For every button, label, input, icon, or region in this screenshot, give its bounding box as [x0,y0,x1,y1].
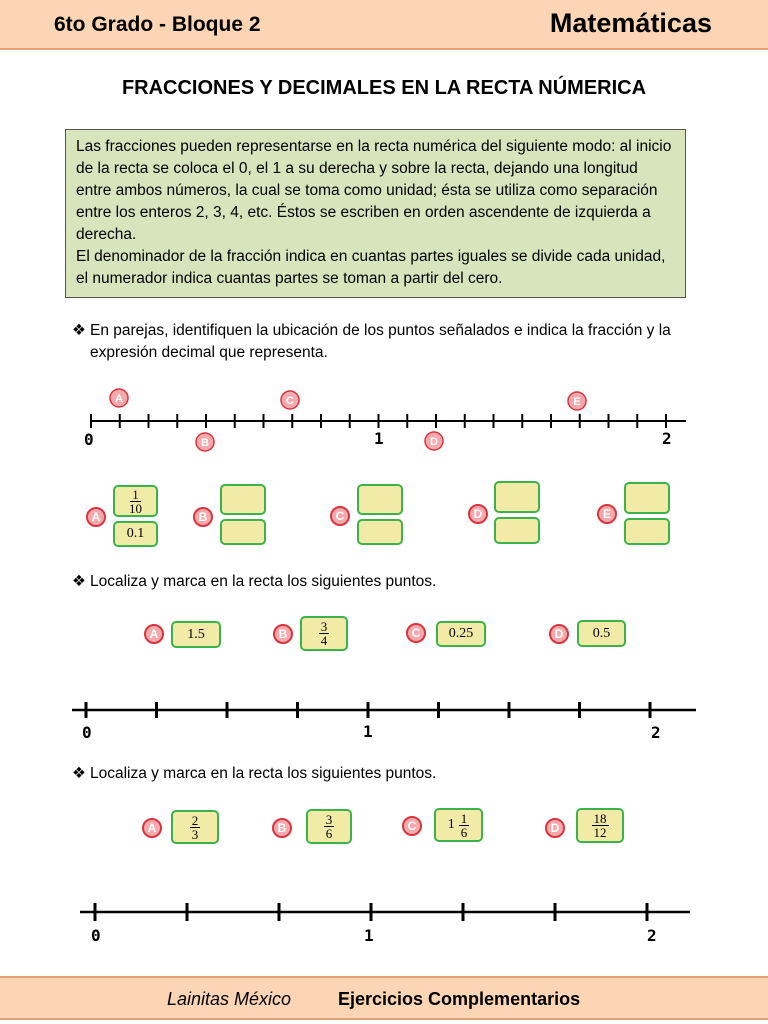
locate3-a-value: $\frac{2}{3}$ [171,810,219,844]
locate3-c-marker: C [402,816,422,836]
svg-text:D: D [430,436,438,448]
locate3-a-marker: A [142,818,162,838]
page-footer [0,976,768,1020]
line3-label-0: 0 [91,926,101,945]
line1-point-a-marker [110,389,128,407]
locate2-d-marker: D [549,624,569,644]
instruction-3 [72,763,692,785]
locate2-b-value: $\frac{3}{4}$ [300,616,348,651]
page-title: FRACCIONES Y DECIMALES EN LA RECTA NÚMERICA [121,77,647,99]
line1-point-b-marker [196,433,214,451]
diamond-bullet-icon: ❖ [72,322,86,339]
line1-label-0: 0 [84,430,94,449]
line2-label-1: 1 [363,722,373,741]
svg-text:E: E [573,396,581,408]
intro-paragraph-2: El denominador de la fracción indica en cuantas partes iguales se divide cada unidad, el numerador indica cuantas partes se toman a partir del cero. [76,248,666,287]
answer-a-fraction: $\frac{1}{10}$ [129,486,142,516]
line3-label-1: 1 [364,926,374,945]
svg-text:C: C [286,395,294,407]
locate3-d-marker: D [545,818,565,838]
locate3-c-value: 1 $\frac{1}{6}$ [434,808,483,842]
answer-c-fraction-box[interactable] [357,484,403,515]
answer-e-marker: E [597,504,617,524]
answer-e-fraction-box[interactable] [624,482,670,514]
instruction-2 [72,571,692,593]
answer-d-marker: D [468,504,488,524]
answer-b-decimal-box[interactable] [220,519,266,545]
number-line-2 [72,702,696,742]
locate2-a-marker: A [144,624,164,644]
locate3-b-marker: B [272,818,292,838]
answer-a-marker: A [86,507,106,527]
answer-a-fraction-box [113,485,158,517]
line1-point-c-marker [281,391,299,409]
line3-label-2: 2 [647,926,657,945]
answer-a-decimal-box: 0.1 [113,521,158,547]
footer-series: Ejercicios Complementarios [338,989,581,1009]
answer-e-decimal-box[interactable] [624,518,670,545]
answer-b-marker: B [193,507,213,527]
instruction-3-text: Localiza y marca en la recta los siguientes puntos. [90,765,437,782]
subject-label: Matemáticas [549,8,712,38]
instruction-2-text: Localiza y marca en la recta los siguientes puntos. [90,573,437,590]
number-line-1 [84,389,686,451]
locate2-a-value: 1.5 [171,621,221,648]
number-line-1-ticks [91,414,666,428]
locate3-d-value: $\frac{18}{12}$ [576,808,624,843]
intro-paragraph-1: Las fracciones pueden representarse en la recta numérica del siguiente modo: al inicio de la recta se coloca el 0, el 1 a su derecha y sobre la recta, dejando una longitud entre ambos números, la cual se toma como unidad; ésta se utiliza como separación entre los enteros 2, 3, 4, etc. Éstos se escriben en orden ascendente de izquierda a derecha. [76,138,672,243]
answer-b-fraction-box[interactable] [220,484,266,515]
line1-point-e-marker [568,392,586,410]
svg-text:A: A [115,393,123,405]
line1-point-d-marker [425,432,443,450]
svg-text:B: B [201,437,209,449]
line1-label-2: 2 [662,429,672,448]
answer-c-decimal-box[interactable] [357,519,403,545]
number-line-3 [80,903,690,945]
footer-author: Lainitas México [167,989,292,1009]
diamond-bullet-icon: ❖ [72,765,86,782]
grade-block-label: 6to Grado - Bloque 2 [54,13,261,36]
answer-d-fraction-box[interactable] [494,481,540,513]
line1-label-1: 1 [374,429,384,448]
instruction-1-text: En parejas, identifiquen la ubicación de los puntos señalados e indica la fracción y la expresión decimal que representa. [90,322,671,361]
locate3-b-value: $\frac{3}{6}$ [306,809,352,844]
locate2-c-value: 0.25 [436,621,486,647]
diamond-bullet-icon: ❖ [72,573,86,590]
line2-label-2: 2 [651,723,661,742]
locate2-c-marker: C [406,623,426,643]
answer-c-marker: C [330,506,350,526]
locate2-d-value: 0.5 [577,620,626,647]
line2-label-0: 0 [82,723,92,742]
locate2-b-marker: B [273,624,293,644]
answer-d-decimal-box[interactable] [494,517,540,544]
